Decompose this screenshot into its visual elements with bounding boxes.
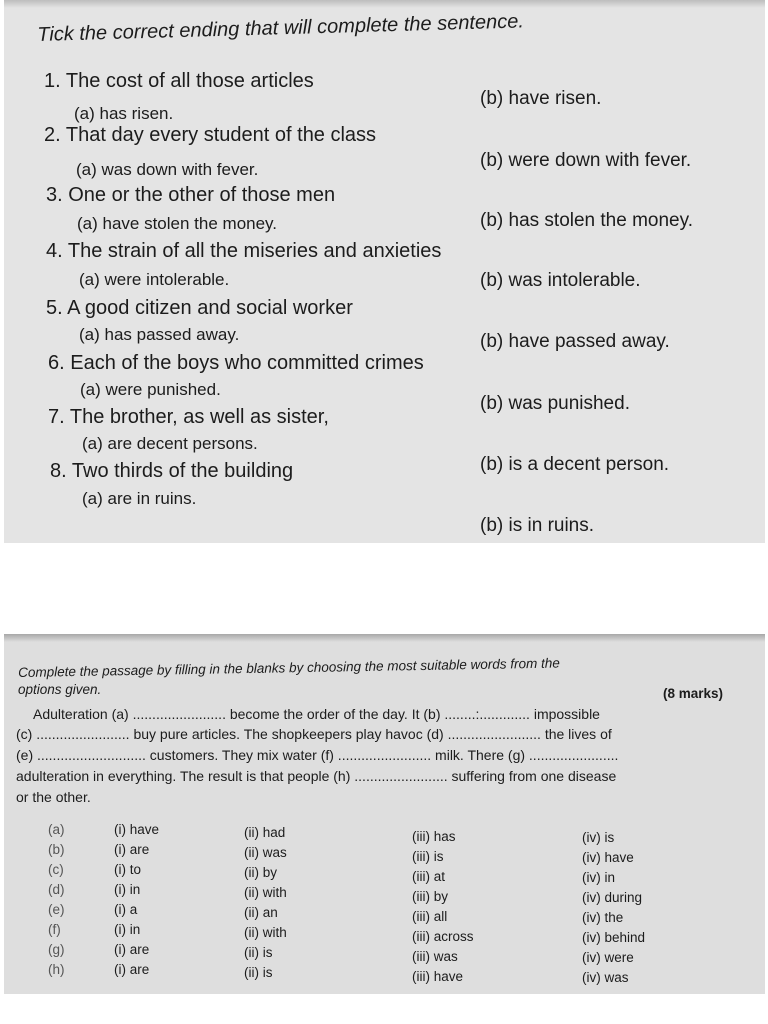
option-cell[interactable]: (ii) had (244, 825, 286, 840)
question-1-option-b[interactable]: (b) have risen. (480, 88, 602, 109)
option-cell[interactable]: (iii) has (412, 829, 456, 844)
marks-label: (8 marks) (663, 686, 724, 701)
option-cell[interactable]: (iii) have (412, 969, 464, 984)
option-cell[interactable]: (iv) is (582, 830, 615, 845)
option-cell[interactable]: (ii) by (244, 865, 277, 880)
option-cell[interactable]: (i) in (114, 922, 141, 937)
option-cell[interactable]: (iii) is (412, 849, 444, 864)
passage-line-1: Adulteration (a) ........................ become the order of the day. It (b) ........:............. impossible (33, 706, 600, 722)
option-cell[interactable]: (ii) is (244, 945, 273, 960)
option-cell[interactable]: (ii) was (244, 845, 287, 860)
option-cell[interactable]: (ii) an (244, 905, 278, 920)
question-3-option-a[interactable]: (a) have stolen the money. (77, 214, 278, 233)
question-7-option-a[interactable]: (a) are decent persons. (82, 434, 258, 453)
passage-line-4: adulteration in everything. The result is that people (h) ........................ suffering from one disease (16, 768, 617, 784)
option-row-label: (g) (48, 942, 65, 957)
question-4: 4. The strain of all the miseries and anxieties (46, 240, 442, 262)
option-cell[interactable]: (iv) were (582, 950, 634, 965)
option-cell[interactable]: (ii) with (244, 925, 287, 940)
question-7: 7. The brother, as well as sister, (48, 406, 329, 428)
option-row-label: (h) (48, 962, 65, 977)
option-cell[interactable]: (i) in (114, 882, 141, 897)
question-2-option-a[interactable]: (a) was down with fever. (76, 160, 259, 179)
question-4-option-b[interactable]: (b) was intolerable. (480, 270, 641, 291)
question-3: 3. One or the other of those men (46, 184, 336, 206)
option-row-label: (c) (48, 862, 64, 877)
option-cell[interactable]: (ii) is (244, 965, 273, 980)
question-6-option-a[interactable]: (a) were punished. (80, 380, 221, 399)
option-cell[interactable]: (iii) at (412, 869, 445, 884)
question-6: 6. Each of the boys who committed crimes (48, 352, 424, 374)
passage-line-3: (e) ............................ customers. They mix water (f) ........................ milk. There (g) ....................... (16, 747, 619, 763)
option-cell[interactable]: (i) to (114, 862, 141, 877)
option-cell[interactable]: (iv) the (582, 910, 624, 925)
option-row-label: (e) (48, 902, 65, 917)
question-1-option-a[interactable]: (a) has risen. (74, 104, 174, 123)
question-2: 2. That day every student of the class (44, 124, 377, 146)
option-cell[interactable]: (i) have (114, 822, 160, 837)
option-cell[interactable]: (iv) in (582, 870, 615, 885)
option-row-label: (d) (48, 882, 65, 897)
option-cell[interactable]: (iii) across (412, 929, 474, 944)
passage-line-5: or the other. (16, 789, 91, 805)
exercise-1-instruction: Tick the correct ending that will complete the sentence. (37, 10, 525, 46)
option-cell[interactable]: (iv) have (582, 850, 634, 865)
option-cell[interactable]: (iv) was (582, 970, 629, 985)
question-8-option-a[interactable]: (a) are in ruins. (82, 489, 197, 508)
passage-line-2: (c) ........................ buy pure articles. The shopkeepers play havoc (d) ........................ the lives of (16, 726, 612, 742)
option-row-label: (a) (48, 822, 65, 837)
option-cell[interactable]: (ii) with (244, 885, 287, 900)
option-cell[interactable]: (i) are (114, 942, 150, 957)
question-5: 5. A good citizen and social worker (46, 297, 353, 319)
question-2-option-b[interactable]: (b) were down with fever. (480, 150, 692, 171)
question-3-option-b[interactable]: (b) has stolen the money. (480, 210, 693, 231)
option-cell[interactable]: (i) a (114, 902, 138, 917)
exercise-2-instruction-line-1: Complete the passage by filling in the blanks by choosing the most suitable words from the (18, 655, 560, 680)
question-8: 8. Two thirds of the building (50, 460, 294, 482)
option-cell[interactable]: (iii) was (412, 949, 458, 964)
question-4-option-a[interactable]: (a) were intolerable. (79, 270, 230, 289)
question-8-option-b[interactable]: (b) is in ruins. (480, 515, 595, 536)
option-cell[interactable]: (iv) behind (582, 930, 646, 945)
question-6-option-b[interactable]: (b) was punished. (480, 393, 630, 414)
question-5-option-b[interactable]: (b) have passed away. (480, 331, 670, 352)
option-row-label: (f) (48, 922, 61, 937)
option-cell[interactable]: (i) are (114, 962, 150, 977)
question-1: 1. The cost of all those articles (44, 70, 314, 92)
exercise-1-panel (4, 0, 765, 543)
exercise-2-panel (4, 634, 765, 994)
option-cell[interactable]: (iii) all (412, 909, 448, 924)
option-row-label: (b) (48, 842, 65, 857)
question-5-option-a[interactable]: (a) has passed away. (79, 325, 240, 344)
option-cell[interactable]: (iv) during (582, 890, 643, 905)
question-7-option-b[interactable]: (b) is a decent person. (480, 454, 670, 475)
option-cell[interactable]: (i) are (114, 842, 150, 857)
option-cell[interactable]: (iii) by (412, 889, 448, 904)
exercise-2-instruction-line-2: options given. (18, 682, 102, 697)
